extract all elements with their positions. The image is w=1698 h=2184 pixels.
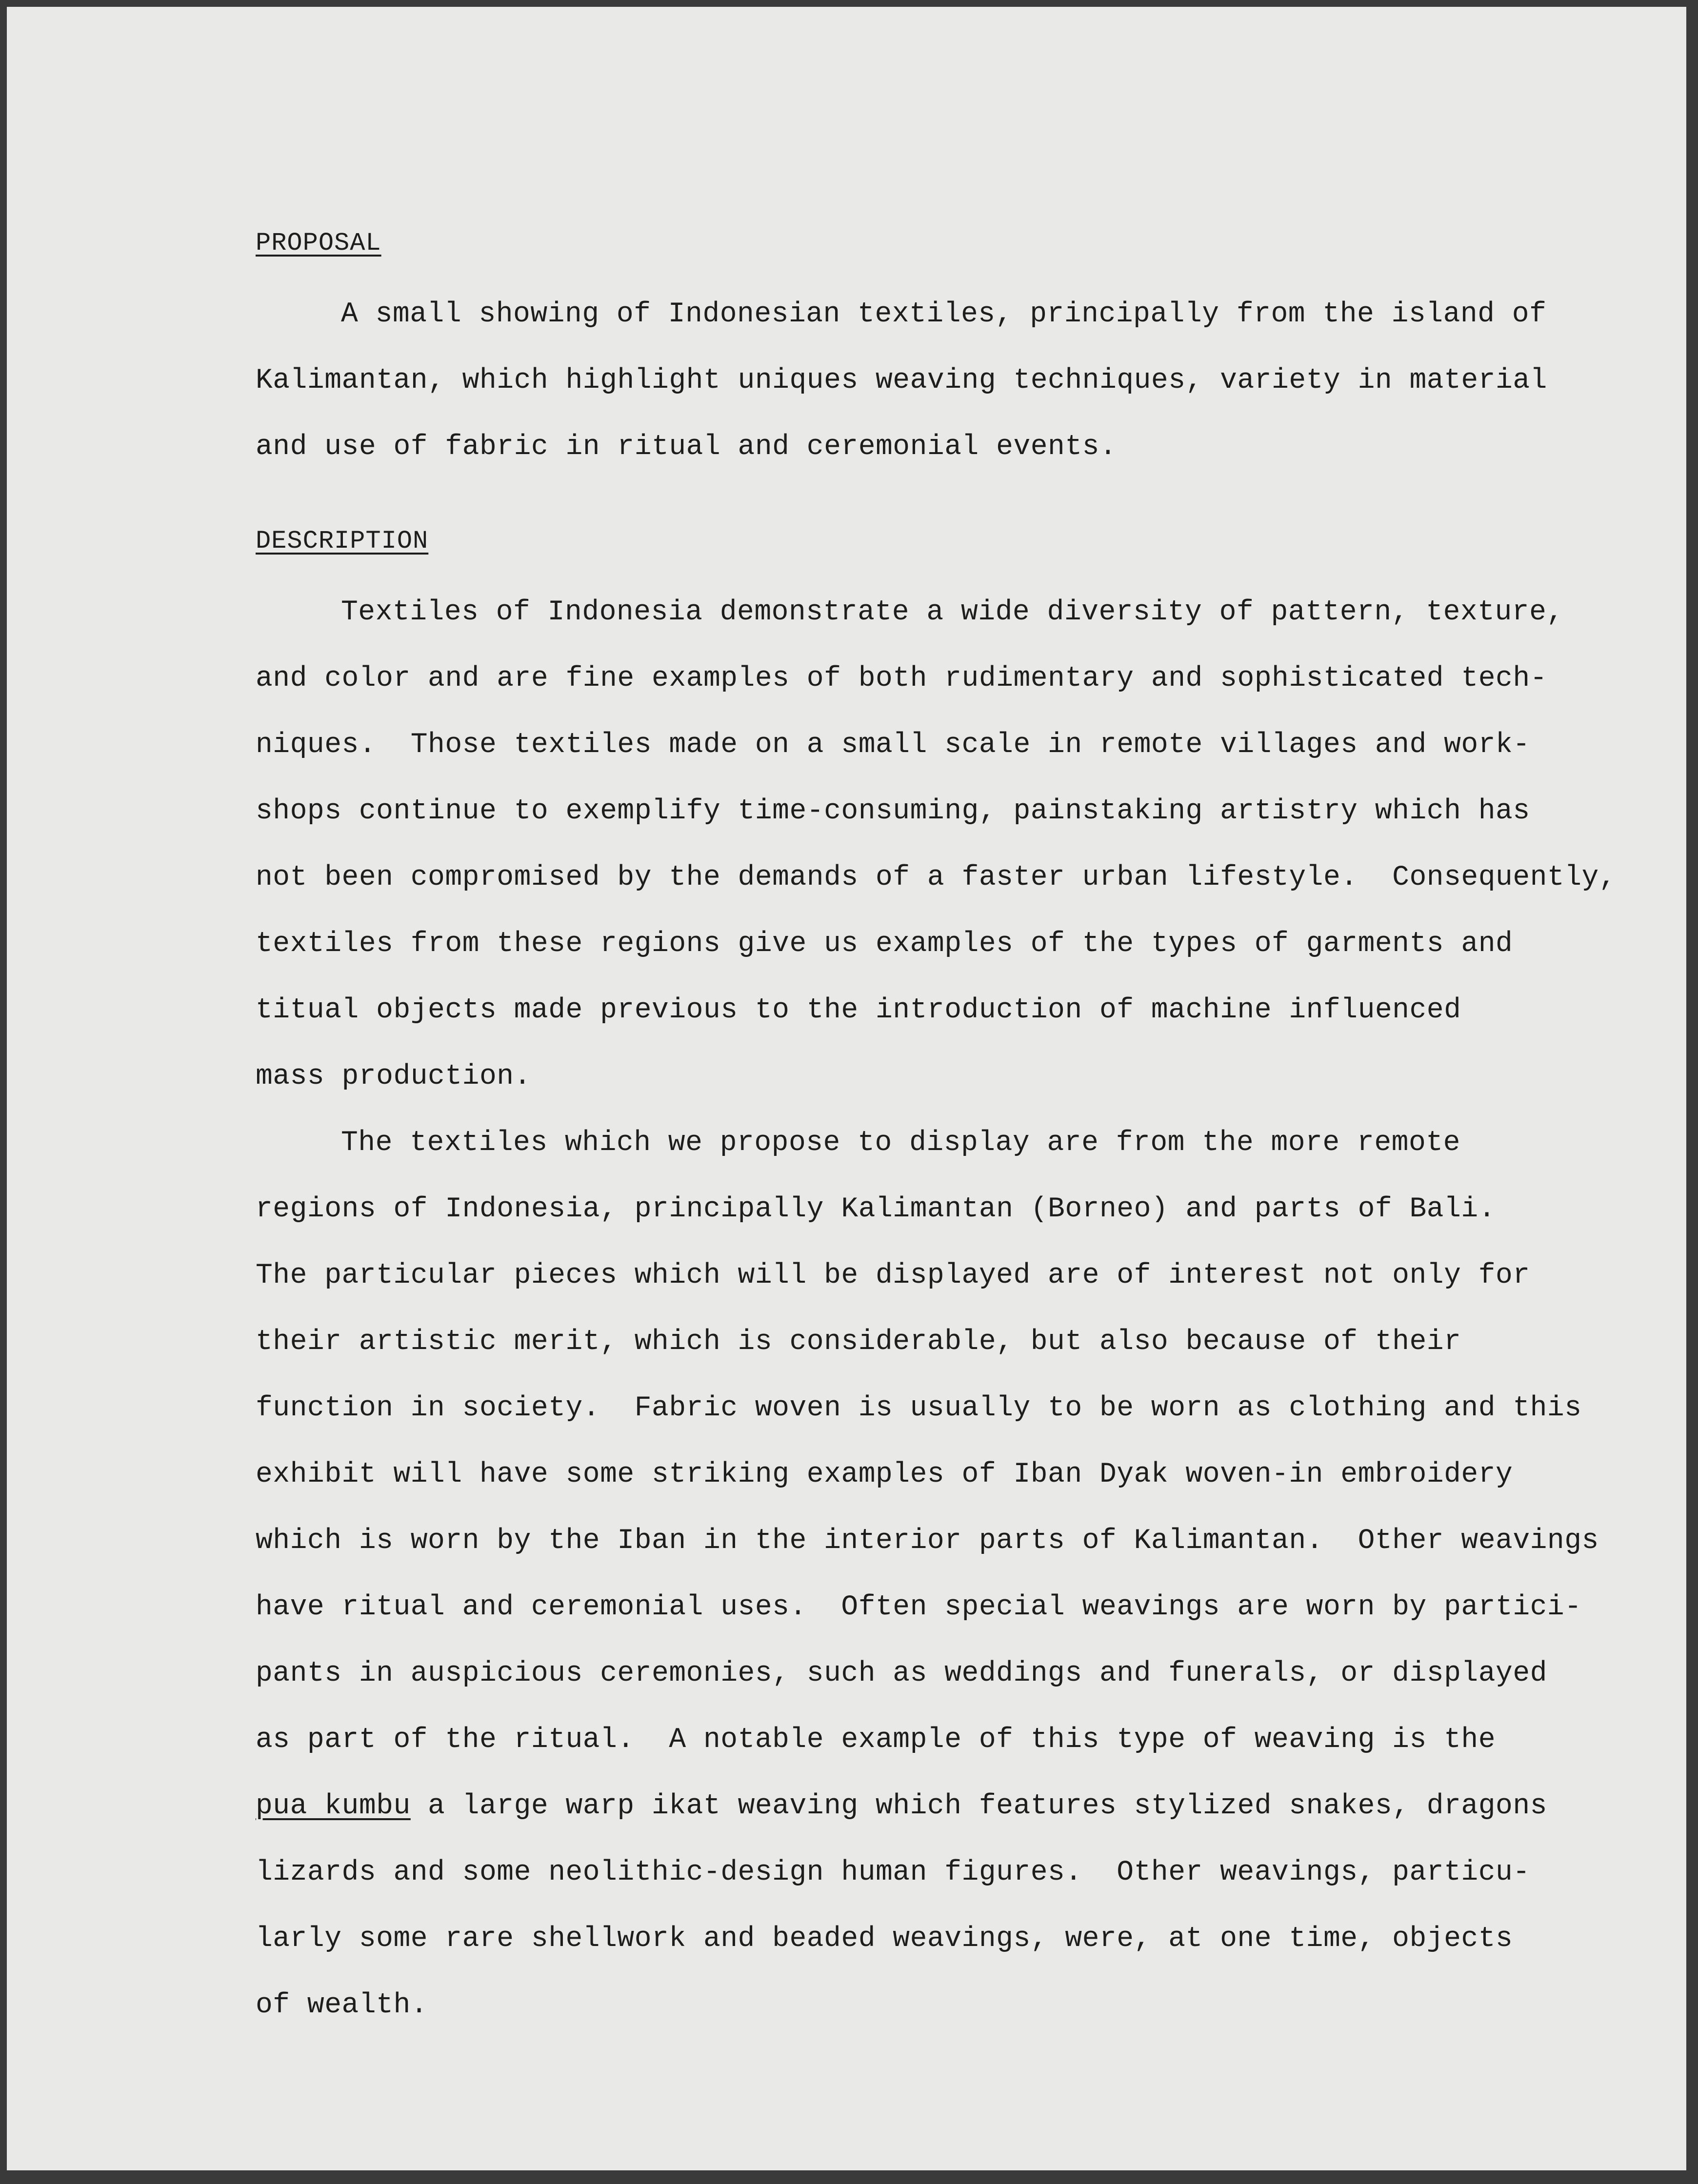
document-body xyxy=(256,229,1617,2039)
text-line: and color and are fine examples of both rudimentary and sophisticated tech- xyxy=(256,663,1547,695)
text-line: have ritual and ceremonial uses. Often special weavings are worn by partici- xyxy=(256,1591,1582,1623)
text-line: and use of fabric in ritual and ceremonial events. xyxy=(256,431,1117,463)
text-line: The particular pieces which will be displayed are of interest not only for xyxy=(256,1260,1530,1291)
description-paragraph-1 xyxy=(256,579,1617,1110)
text-line: shops continue to exemplify time-consuming, painstaking artistry which has xyxy=(256,795,1530,827)
text-line: A small showing of Indonesian textiles, principally from the island of xyxy=(341,298,1547,330)
text-line: their artistic merit, which is considerable, but also because of their xyxy=(256,1326,1461,1358)
proposal-paragraph xyxy=(256,281,1573,480)
text-line: regions of Indonesia, principally Kalimantan (Borneo) and parts of Bali. xyxy=(256,1193,1496,1225)
text-line xyxy=(256,1773,1573,1840)
proposal-heading: PROPOSAL xyxy=(256,229,381,258)
text-line: textiles from these regions give us examples of the types of garments and xyxy=(256,928,1513,960)
text-line: The textiles which we propose to display are from the more remote xyxy=(341,1127,1460,1159)
pua-kumbu-term: pua kumbu xyxy=(256,1790,411,1822)
text-line: exhibit will have some striking examples of Iban Dyak woven-in embroidery xyxy=(256,1459,1513,1490)
text-line: lizards and some neolithic-design human figures. Other weavings, particu- xyxy=(256,1857,1530,1888)
text-line: Kalimantan, which highlight uniques weaving techniques, variety in material xyxy=(256,365,1547,397)
document-page xyxy=(7,7,1686,2170)
text-line: pants in auspicious ceremonies, such as weddings and funerals, or displayed xyxy=(256,1658,1547,1689)
text-line: titual objects made previous to the introduction of machine influenced xyxy=(256,994,1461,1026)
text-line: as part of the ritual. A notable example of this type of weaving is the xyxy=(256,1724,1496,1756)
text-line: niques. Those textiles made on a small scale in remote villages and work- xyxy=(256,729,1530,761)
text-line-rest: a large warp ikat weaving which features stylized snakes, dragons xyxy=(410,1790,1547,1822)
text-line: function in society. Fabric woven is usually to be worn as clothing and this xyxy=(256,1392,1582,1424)
description-heading: DESCRIPTION xyxy=(256,527,429,556)
text-line: mass production. xyxy=(256,1061,531,1092)
text-line: of wealth. xyxy=(256,1989,428,2021)
text-line: which is worn by the Iban in the interior parts of Kalimantan. Other weavings xyxy=(256,1525,1599,1557)
description-paragraph-2 xyxy=(256,1110,1599,2039)
text-line: not been compromised by the demands of a faster urban lifestyle. Consequently, xyxy=(256,862,1617,893)
text-line: larly some rare shellwork and beaded weavings, were, at one time, objects xyxy=(256,1923,1513,1955)
text-line: Textiles of Indonesia demonstrate a wide diversity of pattern, texture, xyxy=(341,596,1564,628)
